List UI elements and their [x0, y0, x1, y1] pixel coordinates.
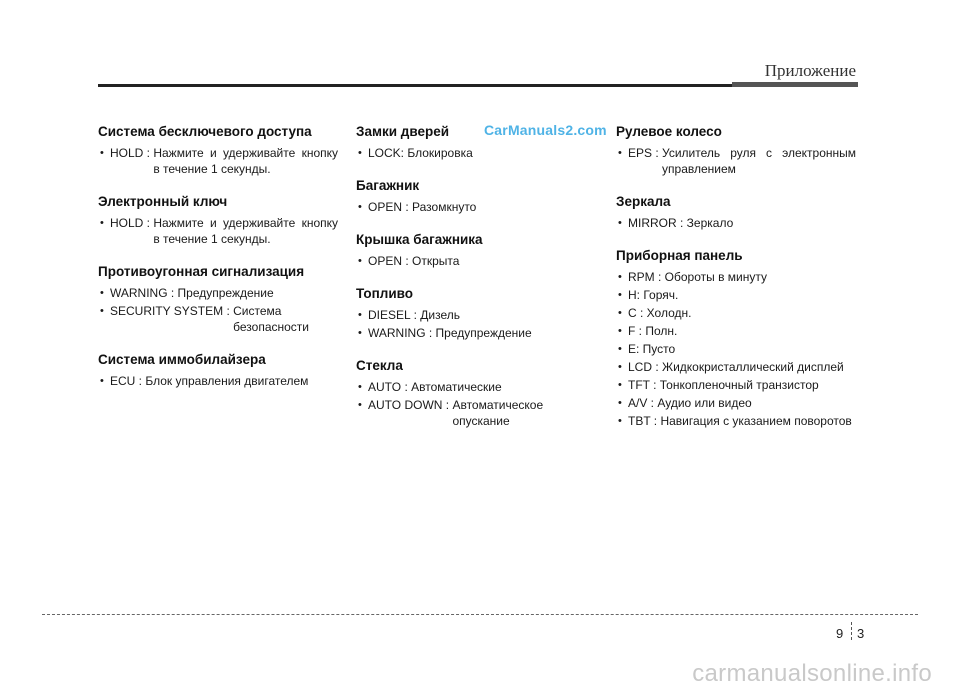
- list-item: [98, 285, 338, 301]
- term-text: AUTO : Автоматические: [368, 380, 502, 394]
- section: [616, 124, 856, 177]
- term-text: A/V : Аудио или видео: [628, 396, 752, 410]
- term-list: [616, 215, 856, 231]
- term-list: [616, 145, 856, 177]
- section: [98, 352, 338, 389]
- footer-rule: [42, 614, 918, 615]
- term-definition: Нажмите и удерживайте кнопку в течение 1 секунды.: [153, 146, 338, 176]
- section: [356, 232, 596, 269]
- term-definition: Нажмите и удерживайте кнопку в течение 1 секунды.: [153, 216, 338, 246]
- list-item: [616, 359, 856, 375]
- section: [616, 194, 856, 231]
- section: [356, 178, 596, 215]
- section-title: Противоугонная сигнализация: [98, 264, 305, 279]
- term-list: [356, 253, 596, 269]
- term-list: [98, 285, 338, 335]
- column-2: [356, 124, 596, 446]
- term-list: [616, 269, 856, 429]
- term-text: C : Холодн.: [628, 306, 692, 320]
- term-list: [98, 373, 338, 389]
- list-item: [356, 145, 596, 161]
- term-text: LCD : Жидкокристаллический дисплей: [628, 360, 844, 374]
- page-number-separator: [851, 622, 852, 640]
- section-title: Система бесключевого доступа: [98, 124, 312, 139]
- term-text: DIESEL : Дизель: [368, 308, 460, 322]
- list-item: [616, 341, 856, 357]
- section-title: Система иммобилайзера: [98, 352, 266, 367]
- term-text: TFT : Тонкопленочный транзистор: [628, 378, 819, 392]
- list-item: [356, 199, 596, 215]
- list-item: [98, 215, 338, 247]
- header-title: Приложение: [764, 61, 856, 80]
- section: [356, 286, 596, 341]
- list-item: [356, 307, 596, 323]
- term-label: • SECURITY SYSTEM :: [110, 304, 234, 318]
- list-item: [356, 379, 596, 395]
- section: [98, 124, 338, 177]
- term-text: OPEN : Открыта: [368, 254, 460, 268]
- term-text: WARNING : Предупреждение: [368, 326, 532, 340]
- term-text: ECU : Блок управления двигателем: [110, 374, 309, 388]
- column-3: [616, 124, 856, 446]
- section-title: Зеркала: [616, 194, 671, 209]
- section-title: Рулевое колесо: [616, 124, 722, 139]
- term-text: F : Полн.: [628, 324, 678, 338]
- section-title: Электронный ключ: [98, 194, 228, 209]
- watermark-top: CarManuals2.com: [484, 122, 607, 138]
- term-list: [356, 199, 596, 215]
- section: [356, 358, 596, 429]
- list-item: [616, 395, 856, 411]
- term-list: [98, 145, 338, 177]
- term-text: E: Пусто: [628, 342, 676, 356]
- section-title: Багажник: [356, 178, 420, 193]
- term-definition: Усилитель руля с электронным управлением: [662, 146, 856, 176]
- term-list: [356, 307, 596, 341]
- term-label: • TBT :: [628, 414, 661, 428]
- section-title: Топливо: [356, 286, 414, 301]
- header-rule: [98, 84, 858, 87]
- list-item: [98, 145, 338, 177]
- term-definition: Навигация с указанием поворотов: [660, 414, 852, 428]
- chapter-number: 9: [836, 626, 844, 641]
- list-item: [616, 377, 856, 393]
- list-item: [616, 413, 856, 429]
- section-title: Крышка багажника: [356, 232, 483, 247]
- section-title: Стекла: [356, 358, 403, 373]
- list-item: [356, 325, 596, 341]
- list-item: [616, 215, 856, 231]
- watermark-bottom: carmanualsonline.info: [692, 660, 932, 687]
- term-definition: Система безопасности: [233, 304, 310, 334]
- term-text: WARNING : Предупреждение: [110, 286, 274, 300]
- term-text: OPEN : Разомкнуто: [368, 200, 477, 214]
- list-item: [356, 397, 596, 429]
- list-item: [356, 253, 596, 269]
- list-item: [616, 287, 856, 303]
- column-1: [98, 124, 338, 406]
- list-item: [616, 323, 856, 339]
- term-label: • HOLD :: [110, 216, 154, 230]
- list-item: [616, 305, 856, 321]
- term-list: [356, 379, 596, 429]
- term-list: [98, 215, 338, 247]
- term-text: H: Горяч.: [628, 288, 679, 302]
- section: [98, 194, 338, 247]
- list-item: [98, 303, 338, 335]
- term-list: [356, 145, 596, 161]
- list-item: [616, 269, 856, 285]
- term-label: • EPS :: [628, 146, 663, 160]
- section: [616, 248, 856, 429]
- term-definition: Автоматическое опускание: [452, 398, 544, 428]
- term-label: • HOLD :: [110, 146, 154, 160]
- page-number: 3: [857, 626, 865, 641]
- list-item: [616, 145, 856, 177]
- term-text: RPM : Обороты в минуту: [628, 270, 768, 284]
- term-text: LOCK: Блокировка: [368, 146, 473, 160]
- term-label: • AUTO DOWN :: [368, 398, 453, 412]
- header-rule-accent: [732, 82, 858, 87]
- section-title: Приборная панель: [616, 248, 743, 263]
- term-text: MIRROR : Зеркало: [628, 216, 734, 230]
- section: [356, 124, 596, 161]
- section: [98, 264, 338, 335]
- list-item: [98, 373, 338, 389]
- section-title: Замки дверей: [356, 124, 450, 139]
